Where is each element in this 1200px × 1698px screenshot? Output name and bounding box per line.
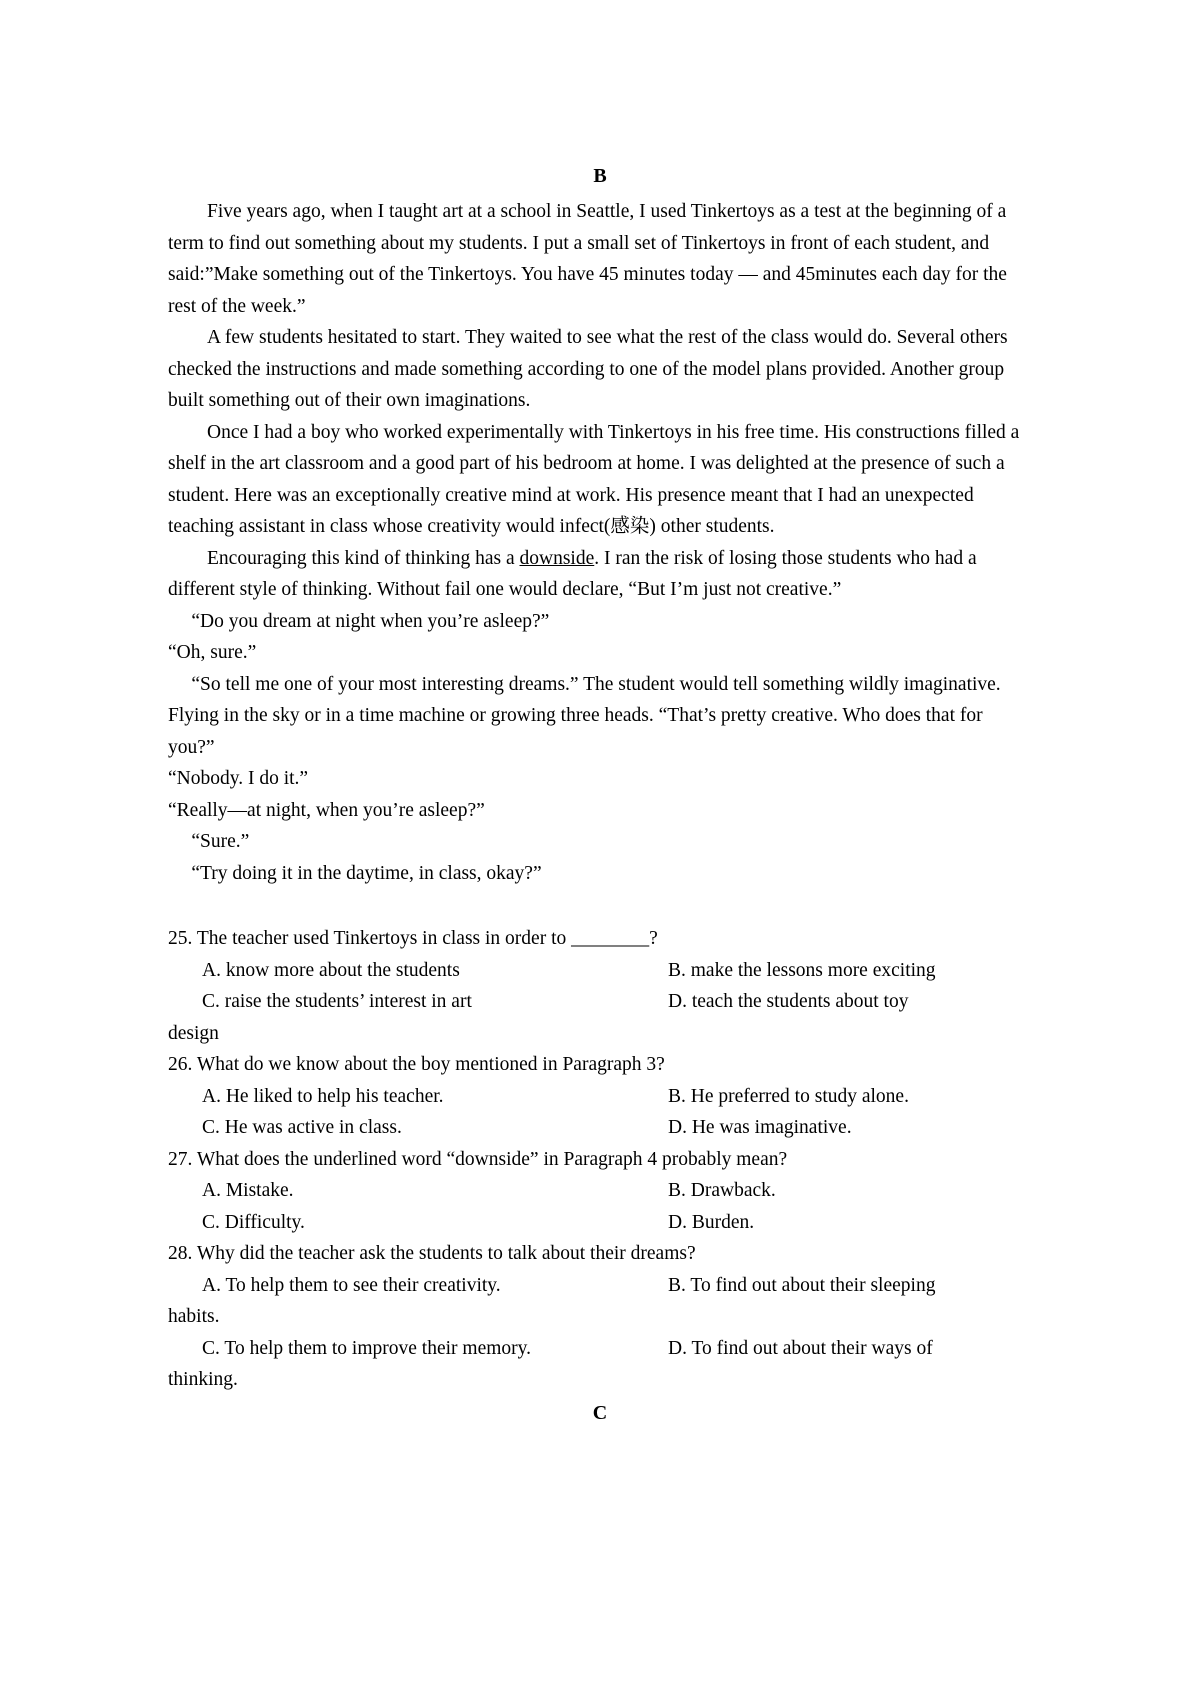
passage-paragraph-2: A few students hesitated to start. They waited to see what the rest of the class would do. Several others checked the instructions and made something according to one of the model plans provided. Another group built something out of their own imaginations. [168,327,1008,411]
option-row [168,1207,1032,1239]
dialogue-line-4: “Nobody. I do it.” [168,768,309,789]
question-28 [168,1238,1032,1396]
question-25-options [168,955,1032,1050]
option-b[interactable]: B. make the lessons more exciting [668,959,936,981]
question-25 [168,923,1032,1049]
underlined-word-downside: downside [519,547,595,569]
option-d-overflow: thinking. [168,1369,238,1390]
passage-paragraph-1: Five years ago, when I taught art at a school in Seattle, I used Tinkertoys as a test at the beginning of a term to find out something about my students. I put a small set of Tinkertoys in front of each student, and said:”Make something out of the Tinkertoys. You have 45 minutes today — and 45minutes each day for the rest of the week.” [168,201,1007,317]
option-d[interactable]: D. Burden. [668,1211,755,1233]
option-row [168,1270,1032,1302]
option-row [168,955,1032,987]
option-c[interactable]: C. raise the students’ interest in art [202,991,472,1012]
section-spacer [168,889,1032,923]
option-row [168,1175,1032,1207]
question-28-stem: 28. Why did the teacher ask the students to talk about their dreams? [168,1243,696,1264]
question-27-options [168,1175,1032,1238]
option-c[interactable]: C. To help them to improve their memory. [202,1337,531,1359]
dialogue-line-3: “So tell me one of your most interesting dreams.” The student would tell something wildly imaginative. Flying in the sky or in a time machine or growing three heads. “That’s pretty creative. Who does that for you?” [168,673,1001,758]
option-b[interactable]: B. To find out about their sleeping [668,1274,936,1296]
dialogue-line-1: “Do you dream at night when you’re asleep?” [191,610,550,632]
option-d[interactable]: D. To find out about their ways of [668,1337,933,1359]
option-a[interactable]: A. Mistake. [202,1180,294,1201]
option-b[interactable]: B. Drawback. [668,1180,776,1201]
option-d[interactable]: D. He was imaginative. [668,1117,852,1138]
question-26 [168,1049,1032,1144]
question-27-stem: 27. What does the underlined word “downside” in Paragraph 4 probably mean? [168,1148,788,1170]
dialogue-line-6: “Sure.” [191,831,250,852]
question-26-stem: 26. What do we know about the boy mentioned in Paragraph 3? [168,1054,665,1075]
question-27 [168,1144,1032,1239]
passage-paragraph-4 [168,543,1032,606]
dialogue-line-5: “Really—at night, when you’re asleep?” [168,799,485,821]
option-d-overflow: design [168,1022,219,1044]
paragraph4-after: . I ran the risk of losing those students who had a different style of thinking. Without fail one would declare, “But I’m just not creative.” [168,547,977,600]
option-b[interactable]: B. He preferred to study alone. [668,1085,909,1107]
option-row [168,1333,1032,1365]
section-heading-b: B [593,165,607,187]
option-a[interactable]: A. know more about the students [202,959,460,981]
option-c[interactable]: C. Difficulty. [202,1211,305,1233]
paragraph4-before: Encouraging this kind of thinking has a [207,547,520,569]
passage-paragraph-3: Once I had a boy who worked experimentally with Tinkertoys in his free time. His constructions filled a shelf in the art classroom and a good part of his bedroom at home. I was delighted at the presence of such a student. Here was an exceptionally creative mind at work. His presence meant that I had an unexpected teaching assistant in class whose creativity would infect(感染) other students. [168,421,1020,537]
option-row [168,1081,1032,1113]
option-d[interactable]: D. teach the students about toy [668,991,909,1012]
option-b-overflow: habits. [168,1306,220,1327]
option-a[interactable]: A. He liked to help his teacher. [202,1085,444,1107]
question-25-stem: 25. The teacher used Tinkertoys in class in order to ________? [168,928,658,949]
option-c[interactable]: C. He was active in class. [202,1117,402,1138]
section-heading-c: C [592,1401,608,1424]
question-28-options [168,1270,1032,1396]
question-26-options [168,1081,1032,1144]
option-row [168,986,1032,1018]
option-a[interactable]: A. To help them to see their creativity. [202,1274,501,1296]
dialogue-line-2: “Oh, sure.” [168,642,257,663]
option-row [168,1112,1032,1144]
dialogue-line-7: “Try doing it in the daytime, in class, okay?” [191,862,542,884]
